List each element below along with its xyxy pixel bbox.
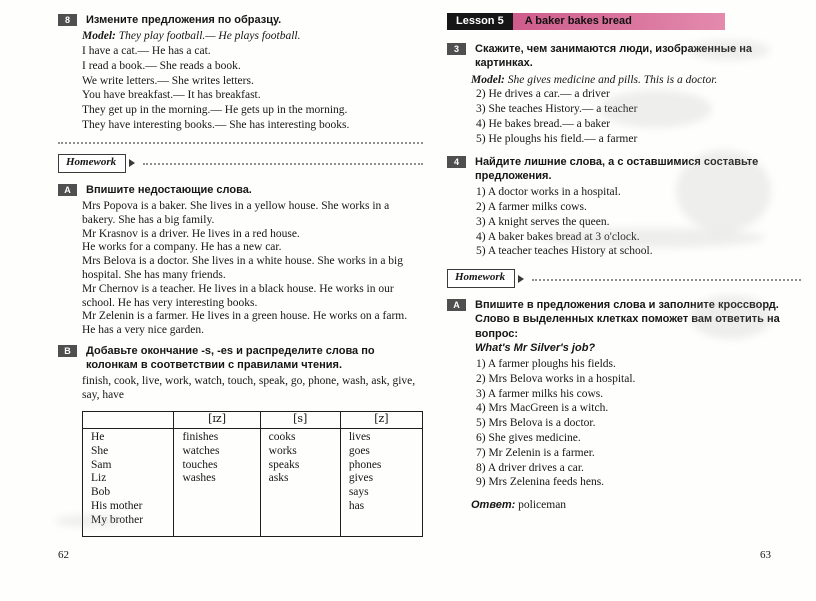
answer-text: policeman [518, 499, 567, 512]
homework-label: Homework [447, 269, 515, 288]
exercise-4-header [447, 155, 801, 184]
model-label: Model: [471, 73, 505, 86]
lesson-header [447, 13, 725, 30]
list-item: 2) Mrs Belova works in a hospital. [476, 372, 636, 385]
page-63 [447, 13, 801, 513]
table-col-z [340, 429, 422, 537]
model-label: Model: [82, 30, 116, 43]
model-line [82, 30, 423, 44]
table-word: Liz [91, 472, 107, 485]
exercise-a-instruction: Впишите недостающие слова. [86, 183, 252, 196]
table-word: phones [348, 458, 382, 471]
paragraph: Mr Zelenin is a farmer. He lives in a green house. He works on a farm. He has a very nice garden. [82, 310, 408, 337]
exercise-4-items [476, 186, 801, 259]
exercise-8-header [58, 13, 423, 27]
list-item: 7) Mr Zelenin is a farmer. [476, 446, 595, 459]
list-item: 6) She gives medicine. [476, 432, 581, 445]
table-col-s [260, 429, 340, 537]
list-item: 4) He bakes bread.— a baker [476, 117, 611, 130]
list-item: 5) A teacher teaches History at school. [476, 245, 653, 258]
exercise-a-body [82, 200, 423, 338]
exercise-3-items [476, 88, 801, 146]
answer-line [471, 499, 801, 513]
list-item: 2) He drives a car.— a driver [476, 88, 610, 101]
paragraph: Mr Krasnov is a driver. He lives in a red house. [82, 227, 300, 240]
table-word: has [348, 500, 365, 513]
list-item: 5) He ploughs his field.— a farmer [476, 132, 638, 145]
homework-dotted-line [143, 161, 423, 165]
sentence-line: You have breakfast.— It has breakfast. [82, 89, 261, 102]
table-col-subjects [83, 429, 174, 537]
sentence-line: I have a cat.— He has a cat. [82, 45, 211, 58]
homework-dotted-line [532, 277, 801, 281]
dotted-divider [58, 140, 423, 144]
table-header-row [83, 412, 423, 429]
exercise-8-marker: 8 [58, 14, 77, 26]
paragraph: Mrs Belova is a doctor. She lives in a white house. She works in a big hospital. She has many friends. [82, 255, 404, 281]
exercise-8-instruction: Измените предложения по образцу. [86, 14, 282, 26]
lesson-title: A baker bakes bread [513, 13, 725, 30]
exercise-8-body [82, 30, 423, 133]
paragraph: Mrs Popova is a baker. She lives in a yellow house. She works in a bakery. She has a big family. [82, 199, 390, 226]
table-word: Bob [91, 486, 111, 499]
sentence-line: I read a book.— She reads a book. [82, 59, 241, 72]
table-word: cooks [268, 431, 296, 444]
exercise-b-marker: B [58, 345, 77, 357]
exercise-3-instruction: Скажите, чем занимаются люди, изображенные на картинках. [475, 43, 752, 70]
exercise-3-marker: 3 [447, 43, 466, 55]
exercise-3-body [471, 74, 801, 147]
homework-a-body [471, 358, 801, 513]
sentence-line: We write letters.— She writes letters. [82, 74, 254, 87]
exercise-4-body [471, 186, 801, 259]
table-word: speaks [268, 458, 300, 471]
table-word: lives [348, 431, 371, 444]
homework-a-items [476, 358, 801, 490]
homework-a-marker: A [447, 299, 466, 311]
table-word: She [91, 444, 109, 457]
paragraph: Mr Chernov is a teacher. He lives in a black house. He works in our school. He has very interesting books. [82, 282, 394, 309]
list-item: 1) A farmer ploughs his fields. [476, 358, 616, 371]
pronunciation-table [82, 411, 423, 537]
table-word: works [268, 444, 297, 457]
table-word: finishes [182, 431, 219, 444]
table-word: Sam [91, 458, 112, 471]
list-item: 8) A driver drives a car. [476, 461, 584, 474]
table-col-iz [174, 429, 260, 537]
list-item: 1) A doctor works in a hospital. [476, 186, 621, 199]
page-number-right: 63 [760, 549, 771, 561]
list-item: 3) She teaches History.— a teacher [476, 103, 638, 116]
table-word: washes [182, 472, 216, 485]
model-text: She gives medicine and pills. This is a doctor. [507, 73, 718, 86]
exercise-b-body [82, 375, 423, 537]
sentence-line: They have interesting books.— She has interesting books. [82, 119, 350, 132]
table-header-iz: [ɪz] [174, 412, 260, 429]
table-word: asks [268, 472, 289, 485]
table-header-s: [s] [260, 412, 340, 429]
lesson-number-badge: Lesson 5 [447, 13, 513, 30]
list-item: 5) Mrs Belova is a doctor. [476, 417, 596, 430]
table-word: His mother [91, 500, 143, 513]
table-word: gives [348, 472, 374, 485]
exercise-a-marker: A [58, 184, 77, 196]
table-word: says [348, 486, 369, 499]
exercise-b-header [58, 344, 423, 373]
list-item: 4) Mrs MacGreen is a witch. [476, 402, 609, 415]
table-body-row [83, 429, 423, 537]
exercise-a-header [58, 183, 423, 197]
page-62 [58, 13, 423, 537]
sentence-line: They get up in the morning.— He gets up in the morning. [82, 104, 348, 117]
table-word: goes [348, 444, 370, 457]
table-header-z: [z] [340, 412, 422, 429]
table-header-blank [83, 412, 174, 429]
model-line [471, 74, 801, 88]
table-word: touches [182, 458, 218, 471]
homework-arrow-icon [518, 275, 524, 283]
paragraph: He works for a company. He has a new car. [82, 241, 282, 254]
list-item: 3) A farmer milks his cows. [476, 387, 604, 400]
exercise-4-instruction: Найдите лишние слова, а с оставшимися составьте предложения. [475, 155, 759, 182]
table-word: My brother [91, 513, 144, 526]
list-item: 4) A baker bakes bread at 3 o'clock. [476, 230, 640, 243]
exercise-b-instruction: Добавьте окончание -s, -es и распределите слова по колонкам в соответствии с правилами чтения. [86, 344, 375, 372]
answer-label: Ответ: [471, 499, 516, 512]
homework-a-header [447, 298, 801, 355]
homework-a-instruction: Впишите в предложения слова и заполните кроссворд. Слово в выделенных клетках поможет вам ответить на вопрос: [475, 298, 780, 340]
word-list: finish, cook, live, work, watch, touch, speak, go, phone, wash, ask, give, say, have [82, 375, 416, 402]
table-word: He [91, 431, 105, 444]
exercise-3-header [447, 42, 801, 71]
list-item: 2) A farmer milks cows. [476, 200, 587, 213]
list-item: 9) Mrs Zelenina feeds hens. [476, 476, 605, 489]
list-item: 3) A knight serves the queen. [476, 215, 610, 228]
homework-banner [58, 154, 423, 173]
model-text: They play football.— He plays football. [118, 30, 301, 43]
homework-banner [447, 269, 801, 288]
page-number-left: 62 [58, 549, 69, 561]
exercise-4-marker: 4 [447, 156, 466, 168]
homework-a-question: What's Mr Silver's job? [475, 341, 596, 354]
homework-arrow-icon [129, 159, 135, 167]
homework-label: Homework [58, 154, 126, 173]
table-word: watches [182, 444, 220, 457]
